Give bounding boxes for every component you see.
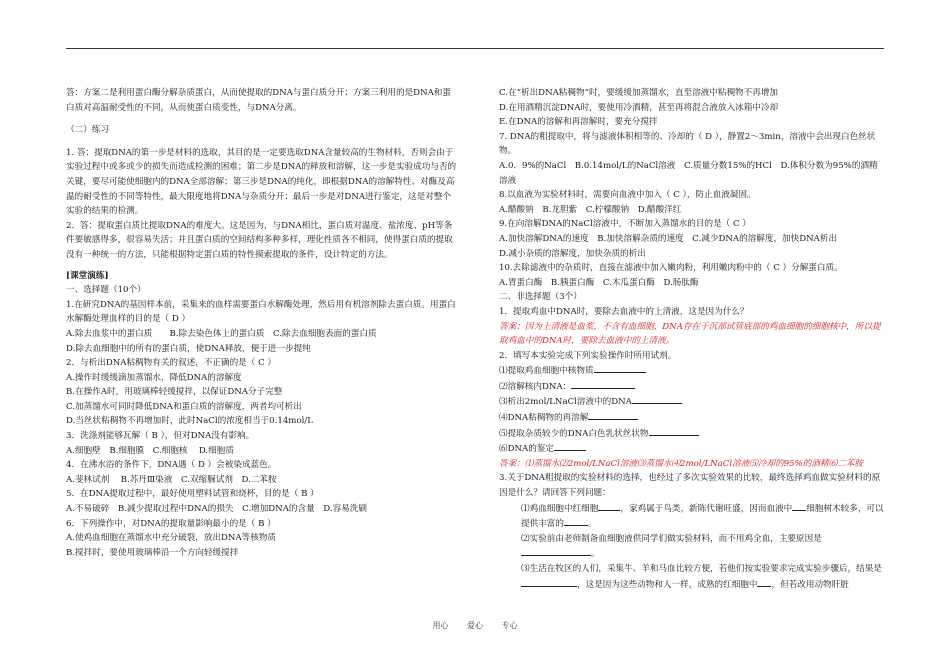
q4-options: A.斐林试剂 B.苏丹Ⅲ染液 C.双缩脲试剂 D.二苯胺: [66, 474, 277, 485]
nonchoice-question-2: 2．填写本实验完成下列实验操作时所用试剂。: [499, 350, 677, 361]
answer-blank: [571, 379, 635, 389]
q1-option-d: D.除去血细胞中的所有的蛋白质，使DNA释放，便于进一步提纯: [66, 343, 311, 354]
q6-option-b: B.搅拌时，要使用玻璃棒沿一个方向轻缓搅拌: [66, 547, 239, 558]
question-10: 10.去除滤液中的杂质时，直接在滤液中加入嫩肉粉，利用嫩肉粉中的（ C ）分解蛋白质。: [499, 263, 843, 274]
choice-heading: 一、选择题（10个）: [66, 285, 146, 296]
section-title: [课堂演练]: [66, 270, 109, 281]
q2-option-b: B.在操作A时，用玻璃棒轻缓搅拌，以保证DNA分子完整: [66, 387, 283, 398]
q1-options-abc: A.除去血浆中的蛋白质 B.除去染色体上的蛋白质 C.除去血细胞表面的蛋白质: [66, 328, 377, 339]
q9-option-d: D.减小杂质的溶解度，加快杂质的析出: [499, 248, 646, 259]
reagent-item-6: ⑹DNA的鉴定: [499, 441, 885, 457]
question-8: 8.以血液为实验材料时，需要向血液中加入（ C ），防止血液凝固。: [499, 190, 756, 201]
nonchoice-answer-2: 答案：⑴蒸馏水⑵2mol/LNaCl溶液⑶蒸馏水⑷2mol/LNaCl溶液⑸冷却的95%的酒精⑹二苯胺: [499, 458, 863, 469]
nonchoice-question-1: 1．提取鸡血中DNA时，要除去血液中的上清液，这是因为什么？: [499, 306, 749, 317]
question-4: 4．在沸水浴的条件下，DNA遇（ D ）会被染成蓝色。: [66, 460, 277, 471]
reagent-item-4: ⑷DNA粘稠物的再溶解: [499, 410, 885, 426]
footer-word-1: 用心: [432, 621, 449, 630]
q9-options-abc: A.加快溶解DNA的速度 B.加快溶解杂质的速度 C.减少DNA的溶解度，加快DNA析出: [499, 233, 838, 244]
reagent-item-5: ⑸提取杂质较少的DNA白色乳状丝状物: [499, 426, 885, 442]
q6-option-a: A.使鸡血细胞在蒸馏水中充分破裂，放出DNA等核物质: [66, 533, 277, 544]
q5-options: A.不易破碎 B.减少提取过程中DNA的损失 C.增加DNA的含量 D.容易洗刷: [66, 504, 367, 515]
question-6: 6．下列操作中，对DNA的提取量影响最小的是（ B ）: [66, 518, 276, 529]
q7-options: A.0．9%的NaCl B.0.14mol/L的NaCl溶液 C.质量分数15%的HCl D.体积分数为95%的酒精溶液: [499, 160, 878, 186]
q3-options: A.细胞壁 B.细胞膜 C.细胞核 D.细胞质: [66, 445, 234, 456]
q8-options: A.醋酸钠 B.龙胆紫 C.柠檬酸钠 D.醋酸洋红: [499, 204, 682, 215]
reagent-item-1: ⑴提取鸡血细胞中核物质: [499, 363, 885, 379]
q2-option-a: A.操作时缓缓滴加蒸馏水，降低DNA的溶解度: [66, 372, 242, 383]
reagent-item-3: ⑶析出2mol/LNaCl溶液中的DNA: [499, 394, 885, 410]
question-5: 5．在DNA提取过程中，最好使用塑料试管和烧杯，目的是（ B ）: [66, 489, 319, 500]
answer-blank: [594, 363, 646, 373]
question-9: 9.在向溶解DNA的NaCl溶液中，不断加入蒸馏水的目的是（ C ）: [499, 219, 751, 230]
q6-option-c: C.在“析出DNA粘稠物”时，要缓缓加蒸馏水，直至溶液中粘稠物不再增加: [499, 88, 779, 98]
answer-blank: [632, 394, 682, 404]
answer-blank: [521, 577, 577, 587]
question-3: 3．洗涤剂能够瓦解（ B ），但对DNA没有影响。: [66, 431, 255, 442]
nonchoice-question-3: 3.关于DNA粗提取的实验材料的选择，也经过了多次实验效果的比较，最终选择鸡血做实验材料的原因是什么？请回答下列问题：: [499, 473, 881, 499]
header-rule: [66, 48, 884, 49]
q6-option-d: D.在用酒精沉淀DNA时，要使用冷酒精，甚至再将混合液放入冰箱中冷却: [499, 102, 779, 113]
answer-intro: 答：方案二是利用蛋白酶分解杂质蛋白，从而使提取的DNA与蛋白质分开；方案三利用的是DNA和蛋白质对高温耐受性的不同，从而使蛋白质变性，与DNA分离。: [66, 88, 451, 113]
q10-options: A.胃蛋白酶 B.胰蛋白酶 C.木瓜蛋白酶 D.肠肽酶: [499, 277, 699, 288]
answer-blank: [598, 501, 620, 511]
question-1: 1.在研究DNA的基因样本前，采集来的血样需要蛋白水解酶处理，然后用有机溶剂除去蛋白质。用蛋白水解酶处理血样的目的是（ D ）: [66, 299, 456, 325]
answer-blank: [521, 546, 591, 556]
q3-part-1: ⑴鸡血细胞中红细胞 ，家鸡属于鸟类，新陈代谢旺盛，因而血液中 细胞树木较多，可以提供丰富的 。: [499, 501, 885, 532]
right-column: [499, 86, 885, 592]
reagent-item-2: ⑵溶解核内DNA：: [499, 379, 885, 395]
q2-option-d: D.当丝状粘稠物不再增加时，此时NaCl的浓度相当于0.14mol/L: [66, 416, 313, 427]
practice-heading: （二）练习: [66, 125, 109, 136]
question-2: 2．与析出DNA粘稠物有关的叙述，不正确的是（ C ）: [66, 358, 276, 369]
answer-blank: [649, 426, 699, 436]
answer-blank: [564, 516, 588, 526]
q2-option-c: C.加蒸馏水可同时降低DNA和蛋白质的溶解度，两者均可析出: [66, 401, 302, 412]
footer-word-3: 专心: [501, 621, 518, 630]
nonchoice-answer-1: 答案：因为上清液是血浆，不含有血细胞，DNA存在于沉部试管底部的鸡血细胞的细胞核中，所以提取鸡血中的DNA时，要除去血液中的上清液。: [499, 321, 881, 347]
q3-part-2: ⑵实验前由老师制备血细胞液供同学们做实验材料，而不用鸡全血，主要原因是。: [521, 533, 822, 560]
page-footer: [0, 620, 950, 631]
answer-blank: [588, 410, 638, 420]
q3-part-3: ⑶生活在牧区的人们，采集牛、羊和马血比较方便，若他们按实验要求完成实验步骤后，结果是，这是因为这些动物和人一样，成熟的红细胞中 ，但若改用动物肝脏: [521, 564, 882, 590]
left-column: [66, 86, 458, 560]
footer-word-2: 爱心: [467, 621, 483, 630]
q1-answer: 1. 答：提取DNA的第一步是材料的选取，其目的是一定要选取DNA含量较高的生物材料，否则会由于实验过程中或多或少的损失而造成检测的困难；第二步是DNA的释放和溶解，这一步是实验成功与否的关键，要尽可能使细胞内的DNA全部溶解；第三步是DNA的纯化，即根据DNA的溶解特性、对酶及高温的耐受性的不同等特性，最大限度地将DNA与杂质分开；最后一步是对DNA进行鉴定，这是对整个实验的结果的检测。: [66, 147, 457, 217]
q2-answer: 2．答：提取蛋白质比提取DNA的难度大。这是因为，与DNA相比，蛋白质对温度、盐浓度、pH等条件要敏感得多，很容易失活；并且蛋白质的空间结构多种多样，理化性质各不相同，使得蛋白质的提取没有一种统一的方法，只能根据特定蛋白质的特性摸索提取的条件，设计特定的方法。: [66, 220, 453, 260]
answer-blank: [792, 501, 806, 511]
nonchoice-heading: 二、非选择题（3个）: [499, 292, 582, 303]
question-7: 7. DNA的粗提取中，将与滤液体积相等的、冷却的（ D ），静置2～3min，溶液中会出现白色丝状物。: [499, 131, 876, 157]
answer-blank: [554, 441, 586, 451]
q6-option-e: E.在DNA的溶解和再溶解时，要充分搅拌: [499, 117, 658, 128]
answer-blank: [757, 577, 771, 587]
